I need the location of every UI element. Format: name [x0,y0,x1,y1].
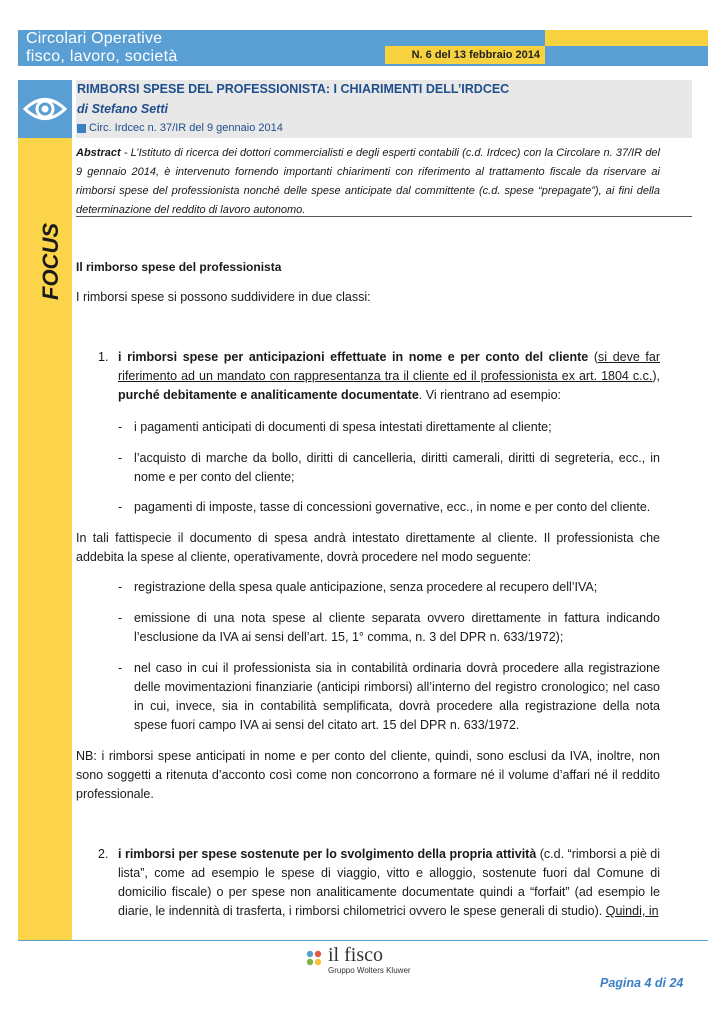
issue-band [545,30,708,46]
text: (c.d. “rimborsi a piè di lista”, come ad esempio le spese di viaggio, vitto e alloggio, sostenute fuori dal Comune di domicilio fiscale) o per spese non analiticamente documentate quindi a “forfait” (ad esempio le diarie, le indennità di trasferta, i rimborsi chilometrici ovvero le spese generali di studio). [118,847,660,918]
section-heading: Il rimborso spese del professionista [76,260,282,274]
dash-bullet: - [118,420,123,434]
list-item-text: emissione di una nota spese al cliente separata ovvero direttamente in fattura indicando l’esclusione da IVA ai sensi dell’art. 15, 1° comma, n. 3 del DPR n. 633/1972); [134,611,660,644]
logo-text: il fisco [328,944,383,966]
il-fisco-logo [300,944,430,978]
list-item [118,659,660,735]
list-item [118,449,660,487]
list-number: 1. [98,350,109,364]
intro-paragraph: I rimborsi spese si possono suddividere in due classi: [76,290,371,304]
list-item-2 [98,845,660,921]
article-reference [77,122,283,134]
square-bullet-icon [77,124,86,133]
bold-text: purché debitamente e analiticamente documentate [118,388,419,402]
article-author: di Stefano Setti [77,102,168,116]
list-item-text [118,348,660,405]
eye-icon-box [18,80,72,138]
abstract [76,144,660,220]
reference-text: Circ. Irdcec n. 37/IR del 9 gennaio 2014 [89,122,283,134]
dash-bullet: - [118,580,123,594]
publication-subtitle: fisco, lavoro, società [26,48,178,65]
nb-paragraph: NB: i rimborsi spese anticipati in nome e per conto del cliente, quindi, sono esclusi da IVA, inoltre, non sono soggetti a ritenuta d’acconto così come non concorrono a formare né il volume d’affari né il reddito professionale. [76,749,660,801]
page-number: Pagina 4 di 24 [600,976,684,990]
list-item-text: registrazione della spesa quale anticipazione, senza procedere al recupero dell’IVA; [134,580,598,594]
list-item-text: l’acquisto di marche da bollo, diritti di cancelleria, diritti camerali, diritti di segreteria, ecc., in nome e per conto del cliente; [134,451,660,484]
underlined-text: Quindi, in [605,904,659,918]
article-title: RIMBORSI SPESE DEL PROFESSIONISTA: I CHIARIMENTI DELL’IRDCEC [77,82,510,96]
footer-divider [18,940,708,941]
focus-text: FOCUS [38,223,63,300]
bold-text: i rimborsi per spese sostenute per lo svolgimento della propria attività [118,847,537,861]
dash-bullet: - [118,661,123,675]
text: ), [652,369,660,383]
text: ( [588,350,599,364]
list-item [118,578,660,597]
publication-title: Circolari Operative [26,30,163,47]
list-item-text: pagamenti di imposte, tasse di concessioni governative, ecc., in nome e per conto del cliente. [134,500,651,514]
list-number: 2. [98,847,109,861]
text: . Vi rientrano ad esempio: [418,388,561,402]
list-item [118,498,660,517]
abstract-label: Abstract [76,147,121,159]
focus-strip [18,80,72,940]
list-item-text: nel caso in cui il professionista sia in contabilità ordinaria dovrà procedere alla registrazione delle movimentazioni finanziarie (anticipi rimborsi) all’interno del registro cronologico; nel caso in cui, invece, sia in contabilità semplificata, dovrà procedere alla registrazione della nota spese fuori campo IVA ai sensi del citato art. 15 del DPR n. 633/1972. [134,661,660,732]
list-item [118,418,660,437]
dash-bullet: - [118,611,123,625]
eye-icon [23,94,67,124]
underlined-text: si deve far riferimento ad un mandato con rappresentanza tra il cliente ed il professionista ex art. 1804 c.c. [118,350,660,383]
dash-bullet: - [118,500,123,514]
issue-label: N. 6 del 13 febbraio 2014 [385,46,545,64]
logo-subtext: Gruppo Wolters Kluwer [328,966,411,975]
list-item [118,609,660,647]
divider [76,216,692,217]
dash-bullet: - [118,451,123,465]
list-item-text [118,845,660,921]
paragraph: In tali fattispecie il documento di spesa andrà intestato direttamente al cliente. Il professionista che addebita la spese al cliente, operativamente, dovrà procedere nel modo seguente: [76,531,660,564]
focus-label [22,222,70,302]
list-item-1 [98,348,660,405]
bold-text: i rimborsi spese per anticipazioni effettuate in nome e per conto del cliente [118,350,589,364]
logo-mark-icon [304,948,324,968]
abstract-text: - L’Istituto di ricerca dei dottori commercialisti e degli esperti contabili (c.d. Irdcec) con la Circolare n. 37/IR del 9 gennaio 2014, è intervenuto fornendo importanti chiarimenti con riferimento al trattamento fiscale da riservare ai rimborsi spese del professionista nonché delle spese anticipate dal committente (c.d. spese “prepagate”), ai fini della determinazione del reddito di lavoro autonomo. [76,147,660,216]
list-item-text: i pagamenti anticipati di documenti di spesa intestati direttamente al cliente; [134,420,552,434]
